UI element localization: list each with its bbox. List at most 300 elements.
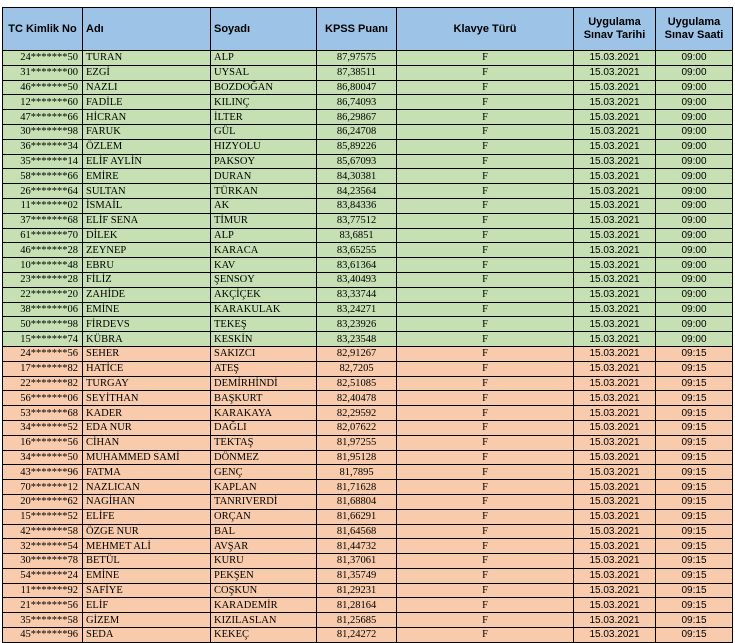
cell-soyad: AVŞAR	[211, 539, 317, 554]
cell-ad: EMİNE	[83, 568, 211, 583]
cell-tc: 15*******52	[3, 509, 83, 524]
cell-soyad: BOZDOĞAN	[211, 80, 317, 95]
cell-klavye: F	[397, 287, 574, 302]
cell-soyad: ALP	[211, 51, 317, 66]
cell-tc: 24*******56	[3, 346, 83, 361]
cell-puan: 83,65255	[317, 243, 397, 258]
cell-tarih: 15.03.2021	[574, 450, 656, 465]
cell-ad: FİLİZ	[83, 272, 211, 287]
results-table-container	[2, 7, 733, 643]
cell-saat: 09:00	[656, 243, 733, 258]
cell-ad: HİCRAN	[83, 110, 211, 125]
table-row	[3, 65, 733, 80]
cell-puan: 81,28164	[317, 598, 397, 613]
cell-tc: 54*******24	[3, 568, 83, 583]
cell-ad: HATİCE	[83, 361, 211, 376]
table-row	[3, 406, 733, 421]
cell-puan: 86,80047	[317, 80, 397, 95]
cell-tc: 20*******62	[3, 494, 83, 509]
header-tc: TC Kimlik No	[3, 8, 83, 51]
cell-soyad: PAKSOY	[211, 154, 317, 169]
cell-tc: 50*******98	[3, 317, 83, 332]
table-row	[3, 198, 733, 213]
cell-tarih: 15.03.2021	[574, 51, 656, 66]
cell-tarih: 15.03.2021	[574, 465, 656, 480]
cell-klavye: F	[397, 598, 574, 613]
cell-puan: 81,95128	[317, 450, 397, 465]
cell-puan: 83,40493	[317, 272, 397, 287]
cell-ad: SEYİTHAN	[83, 391, 211, 406]
cell-soyad: KAV	[211, 258, 317, 273]
cell-soyad: AK	[211, 198, 317, 213]
header-klavye: Klavye Türü	[397, 8, 574, 51]
cell-puan: 81,66291	[317, 509, 397, 524]
cell-klavye: F	[397, 95, 574, 110]
table-row	[3, 110, 733, 125]
cell-tarih: 15.03.2021	[574, 198, 656, 213]
cell-saat: 09:00	[656, 80, 733, 95]
cell-puan: 81,25685	[317, 613, 397, 628]
cell-tc: 45*******96	[3, 628, 83, 643]
cell-soyad: TÜRKAN	[211, 184, 317, 199]
cell-tc: 30*******98	[3, 124, 83, 139]
table-row	[3, 51, 733, 66]
cell-ad: ELİFE	[83, 509, 211, 524]
cell-puan: 85,67093	[317, 154, 397, 169]
cell-klavye: F	[397, 213, 574, 228]
cell-ad: KÜBRA	[83, 332, 211, 347]
cell-tarih: 15.03.2021	[574, 287, 656, 302]
cell-tarih: 15.03.2021	[574, 613, 656, 628]
cell-soyad: TİMUR	[211, 213, 317, 228]
cell-puan: 87,38511	[317, 65, 397, 80]
cell-ad: ZEYNEP	[83, 243, 211, 258]
cell-soyad: KAPLAN	[211, 480, 317, 495]
cell-tarih: 15.03.2021	[574, 361, 656, 376]
table-row	[3, 583, 733, 598]
cell-saat: 09:15	[656, 583, 733, 598]
cell-tarih: 15.03.2021	[574, 317, 656, 332]
cell-saat: 09:15	[656, 509, 733, 524]
cell-saat: 09:00	[656, 317, 733, 332]
table-row	[3, 346, 733, 361]
cell-tarih: 15.03.2021	[574, 391, 656, 406]
cell-tarih: 15.03.2021	[574, 494, 656, 509]
cell-puan: 86,29867	[317, 110, 397, 125]
cell-puan: 81,24272	[317, 628, 397, 643]
cell-ad: MEHMET ALİ	[83, 539, 211, 554]
cell-tc: 31*******00	[3, 65, 83, 80]
cell-soyad: KEKEÇ	[211, 628, 317, 643]
cell-puan: 86,24708	[317, 124, 397, 139]
cell-ad: NAZLI	[83, 80, 211, 95]
cell-klavye: F	[397, 258, 574, 273]
header-row	[3, 8, 733, 51]
cell-klavye: F	[397, 509, 574, 524]
cell-soyad: KIZILASLAN	[211, 613, 317, 628]
cell-klavye: F	[397, 583, 574, 598]
cell-tarih: 15.03.2021	[574, 213, 656, 228]
cell-ad: TURGAY	[83, 376, 211, 391]
cell-tarih: 15.03.2021	[574, 406, 656, 421]
cell-ad: GİZEM	[83, 613, 211, 628]
table-row	[3, 598, 733, 613]
cell-puan: 81,7895	[317, 465, 397, 480]
cell-puan: 83,6851	[317, 228, 397, 243]
cell-ad: ELİF AYLİN	[83, 154, 211, 169]
header-puan: KPSS Puanı	[317, 8, 397, 51]
cell-soyad: KARACA	[211, 243, 317, 258]
cell-tarih: 15.03.2021	[574, 332, 656, 347]
cell-tarih: 15.03.2021	[574, 272, 656, 287]
cell-tarih: 15.03.2021	[574, 243, 656, 258]
cell-ad: NAGİHAN	[83, 494, 211, 509]
cell-puan: 83,23548	[317, 332, 397, 347]
cell-soyad: BAL	[211, 524, 317, 539]
cell-ad: FİRDEVS	[83, 317, 211, 332]
cell-tc: 15*******74	[3, 332, 83, 347]
cell-soyad: SAKIZCI	[211, 346, 317, 361]
cell-soyad: PEKŞEN	[211, 568, 317, 583]
cell-ad: CİHAN	[83, 435, 211, 450]
cell-tc: 46*******28	[3, 243, 83, 258]
cell-ad: ÖZGE NUR	[83, 524, 211, 539]
cell-tarih: 15.03.2021	[574, 95, 656, 110]
cell-tc: 11*******92	[3, 583, 83, 598]
cell-soyad: ALP	[211, 228, 317, 243]
cell-soyad: DURAN	[211, 169, 317, 184]
cell-klavye: F	[397, 154, 574, 169]
cell-saat: 09:00	[656, 124, 733, 139]
cell-tarih: 15.03.2021	[574, 184, 656, 199]
cell-tarih: 15.03.2021	[574, 124, 656, 139]
cell-saat: 09:00	[656, 184, 733, 199]
table-row	[3, 554, 733, 569]
cell-klavye: F	[397, 524, 574, 539]
cell-tc: 34*******50	[3, 450, 83, 465]
table-row	[3, 80, 733, 95]
cell-klavye: F	[397, 80, 574, 95]
cell-puan: 81,64568	[317, 524, 397, 539]
cell-klavye: F	[397, 568, 574, 583]
cell-tarih: 15.03.2021	[574, 568, 656, 583]
cell-soyad: ATEŞ	[211, 361, 317, 376]
cell-puan: 84,23564	[317, 184, 397, 199]
cell-saat: 09:15	[656, 568, 733, 583]
cell-tarih: 15.03.2021	[574, 154, 656, 169]
cell-tarih: 15.03.2021	[574, 65, 656, 80]
cell-klavye: F	[397, 361, 574, 376]
cell-saat: 09:15	[656, 494, 733, 509]
cell-soyad: HIZYOLU	[211, 139, 317, 154]
cell-tarih: 15.03.2021	[574, 139, 656, 154]
cell-saat: 09:15	[656, 465, 733, 480]
table-row	[3, 169, 733, 184]
cell-soyad: TEKEŞ	[211, 317, 317, 332]
cell-soyad: KILINÇ	[211, 95, 317, 110]
cell-ad: İSMAİL	[83, 198, 211, 213]
cell-klavye: F	[397, 450, 574, 465]
table-row	[3, 95, 733, 110]
cell-saat: 09:00	[656, 198, 733, 213]
table-row	[3, 628, 733, 643]
table-row	[3, 184, 733, 199]
cell-tc: 23*******28	[3, 272, 83, 287]
cell-saat: 09:15	[656, 539, 733, 554]
cell-soyad: ŞENSOY	[211, 272, 317, 287]
cell-tarih: 15.03.2021	[574, 110, 656, 125]
table-row	[3, 480, 733, 495]
cell-soyad: TEKTAŞ	[211, 435, 317, 450]
cell-klavye: F	[397, 65, 574, 80]
table-row	[3, 568, 733, 583]
cell-tc: 70*******12	[3, 480, 83, 495]
cell-tc: 22*******82	[3, 376, 83, 391]
cell-klavye: F	[397, 628, 574, 643]
cell-saat: 09:00	[656, 332, 733, 347]
cell-tc: 10*******48	[3, 258, 83, 273]
cell-puan: 83,77512	[317, 213, 397, 228]
cell-tarih: 15.03.2021	[574, 583, 656, 598]
cell-ad: FARUK	[83, 124, 211, 139]
cell-tc: 24*******50	[3, 51, 83, 66]
cell-tc: 61*******70	[3, 228, 83, 243]
cell-ad: ZAHİDE	[83, 287, 211, 302]
cell-klavye: F	[397, 169, 574, 184]
cell-tc: 46*******50	[3, 80, 83, 95]
cell-puan: 83,24271	[317, 302, 397, 317]
cell-saat: 09:15	[656, 346, 733, 361]
cell-soyad: KARADEMİR	[211, 598, 317, 613]
cell-saat: 09:00	[656, 169, 733, 184]
cell-klavye: F	[397, 51, 574, 66]
cell-klavye: F	[397, 139, 574, 154]
cell-klavye: F	[397, 272, 574, 287]
cell-tc: 58*******66	[3, 169, 83, 184]
cell-klavye: F	[397, 494, 574, 509]
cell-ad: EBRU	[83, 258, 211, 273]
cell-puan: 82,51085	[317, 376, 397, 391]
cell-puan: 84,30381	[317, 169, 397, 184]
cell-ad: ÖZLEM	[83, 139, 211, 154]
cell-tc: 35*******58	[3, 613, 83, 628]
cell-klavye: F	[397, 243, 574, 258]
cell-saat: 09:00	[656, 95, 733, 110]
table-row	[3, 435, 733, 450]
cell-saat: 09:00	[656, 272, 733, 287]
table-row	[3, 139, 733, 154]
cell-klavye: F	[397, 613, 574, 628]
cell-ad: SEDA	[83, 628, 211, 643]
cell-tc: 43*******96	[3, 465, 83, 480]
cell-saat: 09:15	[656, 435, 733, 450]
cell-saat: 09:15	[656, 524, 733, 539]
cell-tc: 22*******20	[3, 287, 83, 302]
cell-ad: EZGİ	[83, 65, 211, 80]
cell-ad: TURAN	[83, 51, 211, 66]
cell-saat: 09:15	[656, 406, 733, 421]
cell-puan: 86,74093	[317, 95, 397, 110]
table-row	[3, 613, 733, 628]
cell-ad: EMİNE	[83, 302, 211, 317]
cell-puan: 82,07622	[317, 420, 397, 435]
cell-klavye: F	[397, 302, 574, 317]
cell-klavye: F	[397, 435, 574, 450]
table-row	[3, 272, 733, 287]
cell-ad: BETÜL	[83, 554, 211, 569]
cell-soyad: KARAKULAK	[211, 302, 317, 317]
cell-soyad: GÜL	[211, 124, 317, 139]
cell-klavye: F	[397, 420, 574, 435]
cell-ad: SULTAN	[83, 184, 211, 199]
header-soyad: Soyadı	[211, 8, 317, 51]
table-row	[3, 228, 733, 243]
cell-saat: 09:00	[656, 287, 733, 302]
cell-puan: 81,44732	[317, 539, 397, 554]
cell-saat: 09:00	[656, 154, 733, 169]
cell-tarih: 15.03.2021	[574, 228, 656, 243]
table-row	[3, 376, 733, 391]
cell-ad: EMİRE	[83, 169, 211, 184]
table-row	[3, 450, 733, 465]
cell-puan: 82,7205	[317, 361, 397, 376]
cell-klavye: F	[397, 480, 574, 495]
cell-klavye: F	[397, 346, 574, 361]
cell-soyad: ORÇAN	[211, 509, 317, 524]
cell-klavye: F	[397, 539, 574, 554]
cell-saat: 09:00	[656, 302, 733, 317]
cell-tarih: 15.03.2021	[574, 628, 656, 643]
cell-puan: 82,40478	[317, 391, 397, 406]
cell-ad: FATMA	[83, 465, 211, 480]
cell-saat: 09:15	[656, 480, 733, 495]
cell-tarih: 15.03.2021	[574, 169, 656, 184]
cell-tarih: 15.03.2021	[574, 524, 656, 539]
cell-ad: ELİF	[83, 598, 211, 613]
table-row	[3, 361, 733, 376]
cell-soyad: DÖNMEZ	[211, 450, 317, 465]
results-table	[2, 7, 733, 643]
cell-puan: 81,35749	[317, 568, 397, 583]
cell-tarih: 15.03.2021	[574, 376, 656, 391]
cell-tc: 26*******64	[3, 184, 83, 199]
cell-tc: 56*******06	[3, 391, 83, 406]
table-row	[3, 213, 733, 228]
cell-tc: 11*******02	[3, 198, 83, 213]
cell-tc: 37*******68	[3, 213, 83, 228]
header-ad: Adı	[83, 8, 211, 51]
cell-puan: 83,84336	[317, 198, 397, 213]
cell-saat: 09:15	[656, 554, 733, 569]
header-saat: Uygulama Sınav Saati	[656, 8, 733, 51]
table-row	[3, 465, 733, 480]
cell-klavye: F	[397, 228, 574, 243]
table-row	[3, 243, 733, 258]
cell-soyad: AKÇİÇEK	[211, 287, 317, 302]
cell-klavye: F	[397, 391, 574, 406]
cell-tc: 21*******56	[3, 598, 83, 613]
table-row	[3, 302, 733, 317]
cell-ad: KADER	[83, 406, 211, 421]
table-row	[3, 332, 733, 347]
cell-saat: 09:00	[656, 65, 733, 80]
cell-soyad: KARAKAYA	[211, 406, 317, 421]
cell-tc: 53*******68	[3, 406, 83, 421]
cell-puan: 85,89226	[317, 139, 397, 154]
cell-klavye: F	[397, 554, 574, 569]
cell-klavye: F	[397, 184, 574, 199]
cell-klavye: F	[397, 406, 574, 421]
cell-saat: 09:00	[656, 258, 733, 273]
header-tarih: Uygulama Sınav Tarihi	[574, 8, 656, 51]
cell-ad: MUHAMMED SAMİ	[83, 450, 211, 465]
cell-tarih: 15.03.2021	[574, 80, 656, 95]
cell-saat: 09:00	[656, 51, 733, 66]
cell-tarih: 15.03.2021	[574, 598, 656, 613]
cell-tc: 38*******06	[3, 302, 83, 317]
cell-tc: 42*******58	[3, 524, 83, 539]
cell-puan: 81,68804	[317, 494, 397, 509]
cell-klavye: F	[397, 110, 574, 125]
cell-saat: 09:15	[656, 598, 733, 613]
cell-tarih: 15.03.2021	[574, 480, 656, 495]
table-row	[3, 124, 733, 139]
cell-klavye: F	[397, 465, 574, 480]
cell-saat: 09:15	[656, 361, 733, 376]
cell-puan: 87,97575	[317, 51, 397, 66]
cell-tarih: 15.03.2021	[574, 346, 656, 361]
cell-tarih: 15.03.2021	[574, 554, 656, 569]
table-row	[3, 154, 733, 169]
cell-puan: 82,29592	[317, 406, 397, 421]
cell-saat: 09:15	[656, 613, 733, 628]
cell-soyad: UYSAL	[211, 65, 317, 80]
cell-puan: 83,61364	[317, 258, 397, 273]
cell-tarih: 15.03.2021	[574, 302, 656, 317]
cell-tarih: 15.03.2021	[574, 509, 656, 524]
cell-soyad: TANRIVERDİ	[211, 494, 317, 509]
cell-ad: SAFİYE	[83, 583, 211, 598]
cell-tc: 12*******60	[3, 95, 83, 110]
cell-soyad: BAŞKURT	[211, 391, 317, 406]
cell-tarih: 15.03.2021	[574, 258, 656, 273]
cell-saat: 09:15	[656, 628, 733, 643]
cell-saat: 09:15	[656, 420, 733, 435]
cell-tc: 32*******54	[3, 539, 83, 554]
cell-klavye: F	[397, 198, 574, 213]
cell-ad: ELİF SENA	[83, 213, 211, 228]
cell-tc: 36*******34	[3, 139, 83, 154]
table-row	[3, 539, 733, 554]
cell-tc: 47*******66	[3, 110, 83, 125]
cell-soyad: KURU	[211, 554, 317, 569]
cell-klavye: F	[397, 376, 574, 391]
cell-klavye: F	[397, 124, 574, 139]
cell-saat: 09:15	[656, 376, 733, 391]
cell-soyad: DAĞLI	[211, 420, 317, 435]
cell-soyad: DEMİRHİNDİ	[211, 376, 317, 391]
cell-ad: DİLEK	[83, 228, 211, 243]
cell-ad: FADİLE	[83, 95, 211, 110]
table-row	[3, 258, 733, 273]
cell-klavye: F	[397, 332, 574, 347]
cell-tc: 34*******52	[3, 420, 83, 435]
cell-saat: 09:15	[656, 450, 733, 465]
cell-ad: SEHER	[83, 346, 211, 361]
cell-tarih: 15.03.2021	[574, 435, 656, 450]
table-row	[3, 420, 733, 435]
cell-puan: 81,37061	[317, 554, 397, 569]
